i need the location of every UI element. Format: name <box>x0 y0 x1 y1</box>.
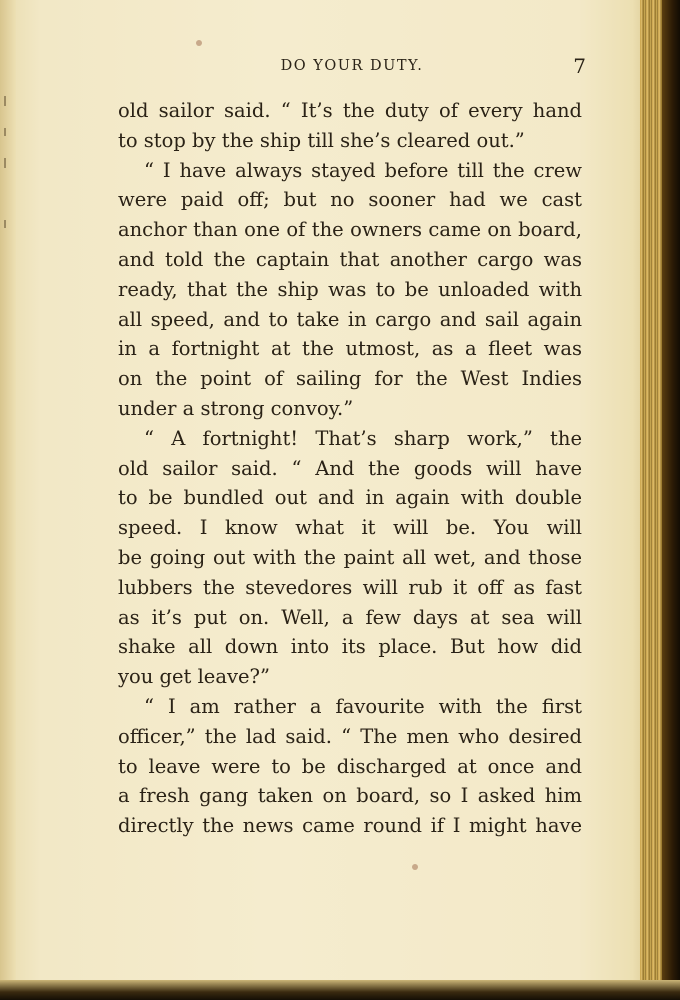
running-header <box>118 54 586 82</box>
page-gutter-shadow <box>0 0 16 1000</box>
text-line: “ A fortnight! That’s sharp work,” the <box>144 426 582 450</box>
text-line: all speed, and to take in cargo and sail again <box>118 307 582 331</box>
text-line: to stop by the ship till she’s cleared out.” <box>118 128 525 152</box>
text-line: “ I am rather a favourite with the first <box>144 694 582 718</box>
paper-spot <box>196 40 202 46</box>
text-line: old sailor said. “ It’s the duty of every hand <box>118 99 582 122</box>
text-line: you get leave?” <box>118 665 270 689</box>
text-line: to be bundled out and in again with double <box>118 486 582 510</box>
margin-mark <box>4 158 6 168</box>
text-line: to leave were to be discharged at once and <box>118 754 582 778</box>
text-line: under a strong convoy.” <box>118 396 354 420</box>
margin-mark <box>4 128 6 136</box>
text-line: directly the news came round if I might have <box>118 814 582 838</box>
text-line: officer,” the lad said. “ The men who desired <box>118 724 582 748</box>
page-number: 7 <box>573 54 586 78</box>
margin-mark <box>4 220 6 228</box>
text-line: be going out with the paint all wet, and those <box>118 545 582 569</box>
text-line: and told the captain that another cargo was <box>118 247 582 271</box>
book-cover-edge <box>662 0 680 1000</box>
text-line: anchor than one of the owners came on board, <box>118 218 582 242</box>
text-line: speed. I know what it will be. You will <box>118 516 582 540</box>
text-line: on the point of sailing for the West Indies <box>118 367 582 391</box>
text-line: as it’s put on. Well, a few days at sea will <box>118 605 582 629</box>
body-text <box>118 96 582 841</box>
text-line: a fresh gang taken on board, so I asked him <box>118 784 582 808</box>
text-line: were paid off; but no sooner had we cast <box>118 188 582 212</box>
text-line: in a fortnight at the utmost, as a fleet was <box>118 337 582 361</box>
margin-mark <box>4 96 6 106</box>
text-line: ready, that the ship was to be unloaded with <box>118 277 582 301</box>
page-bottom-edge <box>0 980 680 1000</box>
text-line: “ I have always stayed before till the crew <box>144 158 582 182</box>
text-line: old sailor said. “ And the goods will have <box>118 456 582 480</box>
running-title: DO YOUR DUTY. <box>280 58 424 74</box>
text-line: shake all down into its place. But how did <box>118 635 582 659</box>
paper-spot <box>412 864 418 870</box>
text-line: lubbers the stevedores will rub it off as fast <box>118 575 582 599</box>
